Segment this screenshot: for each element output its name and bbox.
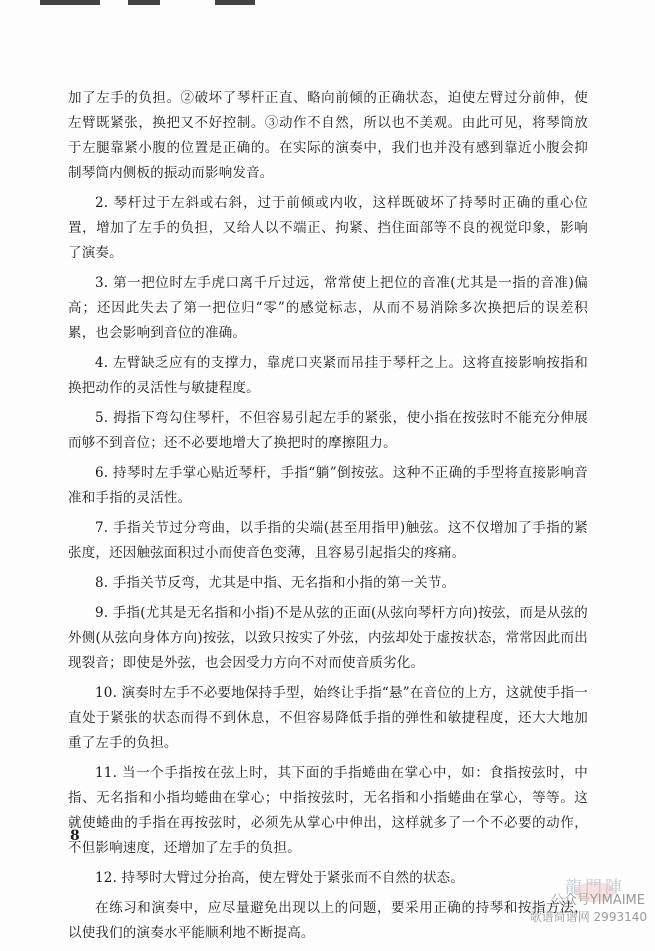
- paragraph-item-9: 9. 手指(尤其是无名指和小指)不是从弦的正面(从弦向琴杆方向)按弦，而是从弦的外侧(从弦向身体方向)按弦，以致只按实了外弦，内弦却处于虚按状态，常常因此而出现裂音；即使是外弦，也会因受力方向不对而使音质劣化。: [68, 605, 588, 671]
- paragraph-item-12: 12. 持琴时大臂过分抬高，使左臂处于紧张而不自然的状态。: [95, 870, 465, 886]
- paragraph-item-2: 2. 琴杆过于左斜或右斜，过于前倾或内收，这样既破坏了持琴时正确的重心位置，增加了左手的负担，又给人以不端正、拘紧、挡住面部等不良的视觉印象，影响了演奏。: [68, 195, 588, 261]
- top-scan-edge: [0, 0, 655, 6]
- watermark-logo: 龍門陣: [565, 878, 625, 898]
- paragraph-item-11: 11. 当一个手指按在弦上时，其下面的手指蜷曲在掌心中，如：食指按弦时，中指、无名指和小指均蜷曲在掌心；中指按弦时，无名指和小指蜷曲在掌心，等等。这就使蜷曲的手指在再按弦时，必须先从掌心中伸出，这样就多了一个不必要的动作，不但影响速度，还增加了左手的负担。: [68, 765, 588, 856]
- paragraph-item-3: 3. 第一把位时左手虎口离千斤过远，常常使上把位的音准(尤其是一指的音准)偏高；还因此失去了第一把位归“零”的感觉标志，从而不易消除多次换把后的误差积累，也会影响到音位的准确。: [68, 275, 588, 341]
- paragraph-item-5: 5. 拇指下弯勾住琴杆，不但容易引起左手的紧张，使小指在按弦时不能充分伸展而够不到音位；还不必要地增大了换把时的摩擦阻力。: [68, 410, 588, 451]
- paragraph-item-10: 10. 演奏时左手不必要地保持手型，始终让手指“悬”在音位的上方，这就使手指一直处于紧张的状态而得不到休息，不但容易降低手指的弹性和敏捷程度，还大大地加重了左手的负担。: [68, 685, 588, 751]
- paragraph-item-4: 4. 左臂缺乏应有的支撑力，靠虎口夹紧而吊挂于琴杆之上。这将直接影响按指和换把动作的灵活性与敏捷程度。: [68, 355, 588, 396]
- watermark-line-1: 公众号YIMAIME: [550, 893, 645, 908]
- page-body: [68, 86, 588, 951]
- paragraph-continuation: 加了左手的负担。②破坏了琴杆正直、略向前倾的正确状态，迫使左臂过分前伸，使左臂既紧张，换把又不好控制。③动作不自然，所以也不美观。由此可见，将琴筒放于左腿靠紧小腹的位置是正确的。在实际的演奏中，我们也并没有感到靠近小腹会抑制琴筒内侧板的振动而影响发音。: [68, 90, 588, 181]
- paragraph-item-6: 6. 持琴时左手掌心贴近琴杆，手指“躺”倒按弦。这种不正确的手型将直接影响音准和手指的灵活性。: [68, 465, 588, 506]
- paragraph-item-7: 7. 手指关节过分弯曲，以手指的尖端(甚至用指甲)触弦。这不仅增加了手指的紧张度，还因触弦面积过小而使音色变薄，且容易引起指尖的疼痛。: [68, 520, 588, 561]
- page-number: 8: [70, 828, 80, 844]
- paragraph-conclusion: 在练习和演奏中，应尽量避免出现以上的问题，要采用正确的持琴和按指方法，以使我们的演奏水平能顺利地不断提高。: [68, 900, 588, 941]
- paragraph-item-8: 8. 手指关节反弯，尤其是中指、无名指和小指的第一关节。: [95, 575, 456, 591]
- watermark-line-2: 歌谱简谱网 2993140: [529, 910, 647, 924]
